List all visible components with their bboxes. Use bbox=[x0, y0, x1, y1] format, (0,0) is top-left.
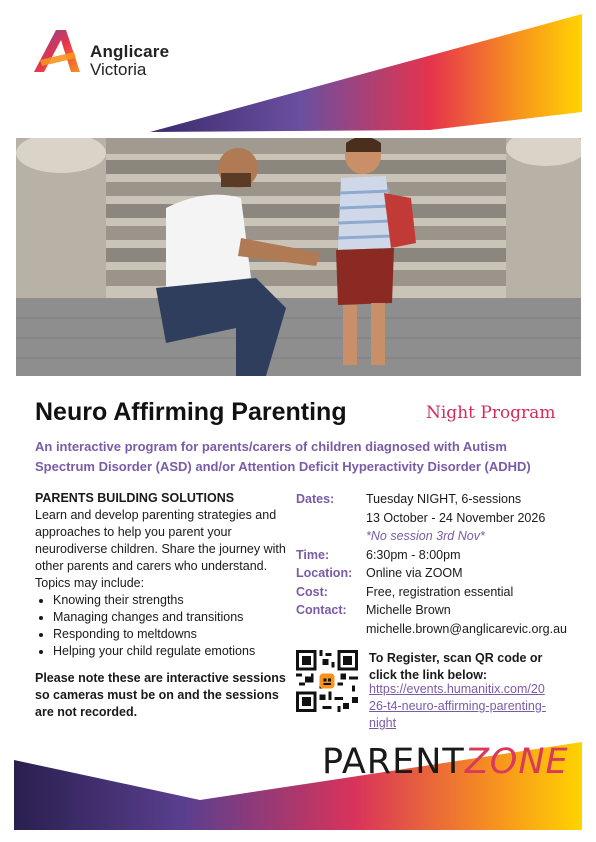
location-label: Location: bbox=[296, 566, 353, 580]
time-label: Time: bbox=[296, 547, 330, 562]
top-decorative-band bbox=[0, 0, 596, 160]
brand-subname: Victoria bbox=[90, 60, 147, 79]
dates-line1: Tuesday NIGHT, 6-sessions bbox=[366, 492, 522, 506]
program-description bbox=[35, 490, 297, 660]
time-value: 6:30pm - 8:00pm bbox=[366, 547, 461, 562]
session-note: Please note these are interactive sessions so cameras must be on and the sessions are not recorded. bbox=[35, 671, 286, 719]
contact-label: Contact: bbox=[296, 603, 347, 617]
qr-code-icon[interactable] bbox=[296, 650, 358, 712]
cost-label: Cost: bbox=[296, 584, 328, 599]
logo-part-parent: PARENT bbox=[322, 742, 465, 782]
topic-list bbox=[35, 592, 297, 660]
location-value: Online via ZOOM bbox=[366, 566, 463, 580]
topic-item: • Helping your child regulate emotions bbox=[53, 643, 297, 660]
contact-name: Michelle Brown bbox=[366, 603, 451, 617]
brand-name: Anglicare bbox=[90, 42, 170, 61]
cost-value: Free, registration essential bbox=[366, 584, 514, 599]
parentzone-logo bbox=[322, 742, 569, 782]
intro-text: An interactive program for parents/carers of children diagnosed with Autism Spectrum Disorder (ASD) and/or Attention Deficit Hyperactivity Disorder (ADHD) bbox=[35, 439, 531, 474]
topic-item: • Managing changes and transitions bbox=[53, 609, 297, 626]
topic-item: • Knowing their strengths bbox=[53, 592, 297, 609]
logo-part-zone: ZONE bbox=[464, 742, 569, 782]
anglicare-logo-icon bbox=[30, 26, 84, 76]
topic-item: • Responding to meltdowns bbox=[53, 626, 297, 643]
program-details bbox=[296, 490, 567, 638]
page-title: Neuro Affirming Parenting bbox=[35, 398, 347, 426]
dates-line2: 13 October - 24 November 2026 bbox=[366, 510, 546, 525]
dates-note: *No session 3rd Nov* bbox=[366, 529, 485, 543]
register-instructions: To Register, scan QR code or click the link below: bbox=[369, 651, 543, 682]
contact-email[interactable]: michelle.brown@anglicarevic.org.au bbox=[366, 621, 567, 636]
section-heading: PARENTS BUILDING SOLUTIONS bbox=[35, 491, 235, 505]
registration-link[interactable]: https://events.humanitix.com/2026-t4-neuro-affirming-parenting-night bbox=[369, 682, 546, 730]
dates-label: Dates: bbox=[296, 492, 335, 506]
photo-parent-child bbox=[16, 138, 581, 376]
description-body: Learn and develop parenting strategies and approaches to help you parent your neurodiverse children. Share the journey with other parents and carers who understand. Topics may include: bbox=[35, 508, 286, 590]
page-subtitle: Night Program bbox=[426, 403, 556, 423]
